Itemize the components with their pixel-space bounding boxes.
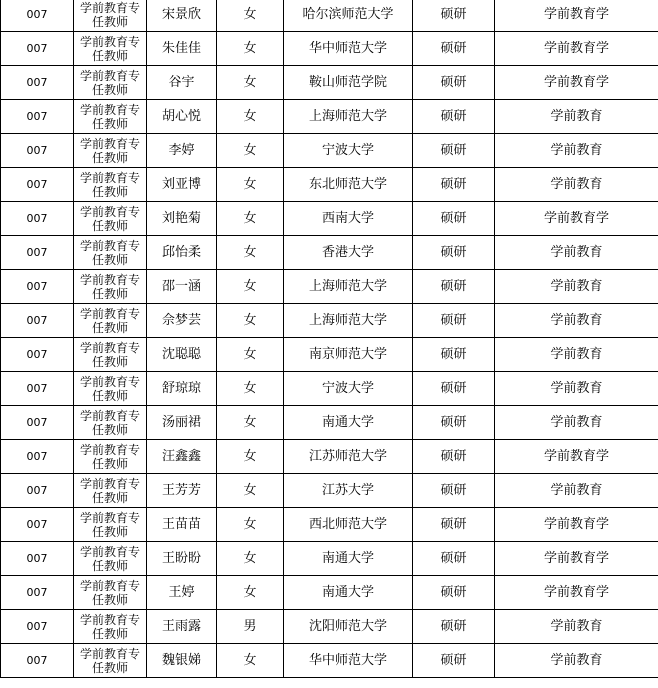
position-code-cell: 007 [1,202,74,236]
gender-cell: 女 [217,406,284,440]
name-cell: 胡心悦 [147,100,217,134]
position-title-cell: 学前教育专任教师 [74,406,147,440]
position-title-cell: 学前教育专任教师 [74,338,147,372]
table-row [1,406,658,440]
degree-cell: 硕研 [413,508,495,542]
table-row [1,202,658,236]
degree-cell: 硕研 [413,134,495,168]
position-code-cell: 007 [1,32,74,66]
name-cell: 佘梦芸 [147,304,217,338]
position-code-cell: 007 [1,576,74,610]
school-cell: 南京师范大学 [284,338,413,372]
table-row [1,576,658,610]
table-row [1,66,658,100]
gender-cell: 女 [217,0,284,32]
position-title-cell: 学前教育专任教师 [74,304,147,338]
degree-cell: 硕研 [413,66,495,100]
major-cell: 学前教育学 [495,202,658,236]
school-cell: 鞍山师范学院 [284,66,413,100]
gender-cell: 男 [217,610,284,644]
gender-cell: 女 [217,644,284,678]
major-cell: 学前教育 [495,406,658,440]
gender-cell: 女 [217,338,284,372]
major-cell: 学前教育 [495,610,658,644]
position-title-cell: 学前教育专任教师 [74,372,147,406]
name-cell: 谷宇 [147,66,217,100]
degree-cell: 硕研 [413,0,495,32]
position-code-cell: 007 [1,610,74,644]
degree-cell: 硕研 [413,32,495,66]
name-cell: 邵一涵 [147,270,217,304]
position-title-cell: 学前教育专任教师 [74,134,147,168]
position-code-cell: 007 [1,644,74,678]
school-cell: 江苏大学 [284,474,413,508]
school-cell: 南通大学 [284,576,413,610]
school-cell: 华中师范大学 [284,32,413,66]
name-cell: 王苗苗 [147,508,217,542]
position-title-cell: 学前教育专任教师 [74,610,147,644]
degree-cell: 硕研 [413,168,495,202]
position-title-cell: 学前教育专任教师 [74,236,147,270]
major-cell: 学前教育 [495,338,658,372]
name-cell: 汪鑫鑫 [147,440,217,474]
name-cell: 魏银娣 [147,644,217,678]
gender-cell: 女 [217,304,284,338]
gender-cell: 女 [217,508,284,542]
degree-cell: 硕研 [413,270,495,304]
table-row [1,134,658,168]
position-code-cell: 007 [1,508,74,542]
school-cell: 沈阳师范大学 [284,610,413,644]
table-row [1,644,658,678]
name-cell: 朱佳佳 [147,32,217,66]
major-cell: 学前教育学 [495,440,658,474]
school-cell: 西北师范大学 [284,508,413,542]
table-row [1,508,658,542]
degree-cell: 硕研 [413,542,495,576]
school-cell: 上海师范大学 [284,100,413,134]
degree-cell: 硕研 [413,236,495,270]
position-code-cell: 007 [1,270,74,304]
degree-cell: 硕研 [413,202,495,236]
table-row [1,100,658,134]
table-row [1,270,658,304]
name-cell: 王婷 [147,576,217,610]
name-cell: 刘亚博 [147,168,217,202]
degree-cell: 硕研 [413,440,495,474]
major-cell: 学前教育 [495,236,658,270]
position-code-cell: 007 [1,304,74,338]
school-cell: 上海师范大学 [284,270,413,304]
school-cell: 宁波大学 [284,134,413,168]
name-cell: 王盼盼 [147,542,217,576]
table-row [1,304,658,338]
gender-cell: 女 [217,168,284,202]
degree-cell: 硕研 [413,304,495,338]
school-cell: 香港大学 [284,236,413,270]
major-cell: 学前教育 [495,168,658,202]
school-cell: 华中师范大学 [284,644,413,678]
table-row [1,542,658,576]
degree-cell: 硕研 [413,474,495,508]
gender-cell: 女 [217,202,284,236]
school-cell: 南通大学 [284,542,413,576]
school-cell: 江苏师范大学 [284,440,413,474]
degree-cell: 硕研 [413,644,495,678]
table-row [1,0,658,32]
position-code-cell: 007 [1,474,74,508]
degree-cell: 硕研 [413,576,495,610]
major-cell: 学前教育学 [495,32,658,66]
gender-cell: 女 [217,270,284,304]
position-code-cell: 007 [1,372,74,406]
position-title-cell: 学前教育专任教师 [74,474,147,508]
major-cell: 学前教育学 [495,0,658,32]
name-cell: 舒琼琼 [147,372,217,406]
position-title-cell: 学前教育专任教师 [74,100,147,134]
degree-cell: 硕研 [413,372,495,406]
position-title-cell: 学前教育专任教师 [74,508,147,542]
position-title-cell: 学前教育专任教师 [74,168,147,202]
table-row [1,440,658,474]
position-code-cell: 007 [1,406,74,440]
position-code-cell: 007 [1,440,74,474]
position-code-cell: 007 [1,168,74,202]
degree-cell: 硕研 [413,100,495,134]
name-cell: 宋景欣 [147,0,217,32]
name-cell: 刘艳菊 [147,202,217,236]
gender-cell: 女 [217,542,284,576]
major-cell: 学前教育 [495,644,658,678]
position-title-cell: 学前教育专任教师 [74,0,147,32]
position-title-cell: 学前教育专任教师 [74,644,147,678]
table-row [1,236,658,270]
position-title-cell: 学前教育专任教师 [74,202,147,236]
school-cell: 东北师范大学 [284,168,413,202]
school-cell: 南通大学 [284,406,413,440]
major-cell: 学前教育 [495,134,658,168]
position-title-cell: 学前教育专任教师 [74,32,147,66]
gender-cell: 女 [217,66,284,100]
gender-cell: 女 [217,372,284,406]
table-body [1,0,658,678]
name-cell: 王雨露 [147,610,217,644]
school-cell: 上海师范大学 [284,304,413,338]
gender-cell: 女 [217,134,284,168]
position-code-cell: 007 [1,134,74,168]
degree-cell: 硕研 [413,610,495,644]
major-cell: 学前教育 [495,100,658,134]
gender-cell: 女 [217,474,284,508]
position-code-cell: 007 [1,0,74,32]
table-row [1,168,658,202]
position-title-cell: 学前教育专任教师 [74,576,147,610]
position-title-cell: 学前教育专任教师 [74,66,147,100]
gender-cell: 女 [217,100,284,134]
table-row [1,338,658,372]
table-row [1,372,658,406]
position-title-cell: 学前教育专任教师 [74,440,147,474]
gender-cell: 女 [217,236,284,270]
position-title-cell: 学前教育专任教师 [74,270,147,304]
position-code-cell: 007 [1,542,74,576]
major-cell: 学前教育 [495,304,658,338]
major-cell: 学前教育学 [495,576,658,610]
table-row [1,610,658,644]
position-code-cell: 007 [1,236,74,270]
name-cell: 王芳芳 [147,474,217,508]
gender-cell: 女 [217,32,284,66]
major-cell: 学前教育学 [495,542,658,576]
school-cell: 宁波大学 [284,372,413,406]
major-cell: 学前教育 [495,270,658,304]
school-cell: 西南大学 [284,202,413,236]
position-code-cell: 007 [1,66,74,100]
school-cell: 哈尔滨师范大学 [284,0,413,32]
major-cell: 学前教育 [495,372,658,406]
position-code-cell: 007 [1,338,74,372]
name-cell: 汤丽裙 [147,406,217,440]
gender-cell: 女 [217,576,284,610]
degree-cell: 硕研 [413,406,495,440]
position-code-cell: 007 [1,100,74,134]
position-title-cell: 学前教育专任教师 [74,542,147,576]
name-cell: 李婷 [147,134,217,168]
degree-cell: 硕研 [413,338,495,372]
table-row [1,474,658,508]
table-row [1,32,658,66]
name-cell: 沈聪聪 [147,338,217,372]
major-cell: 学前教育学 [495,66,658,100]
name-cell: 邱怡柔 [147,236,217,270]
major-cell: 学前教育 [495,474,658,508]
major-cell: 学前教育学 [495,508,658,542]
gender-cell: 女 [217,440,284,474]
